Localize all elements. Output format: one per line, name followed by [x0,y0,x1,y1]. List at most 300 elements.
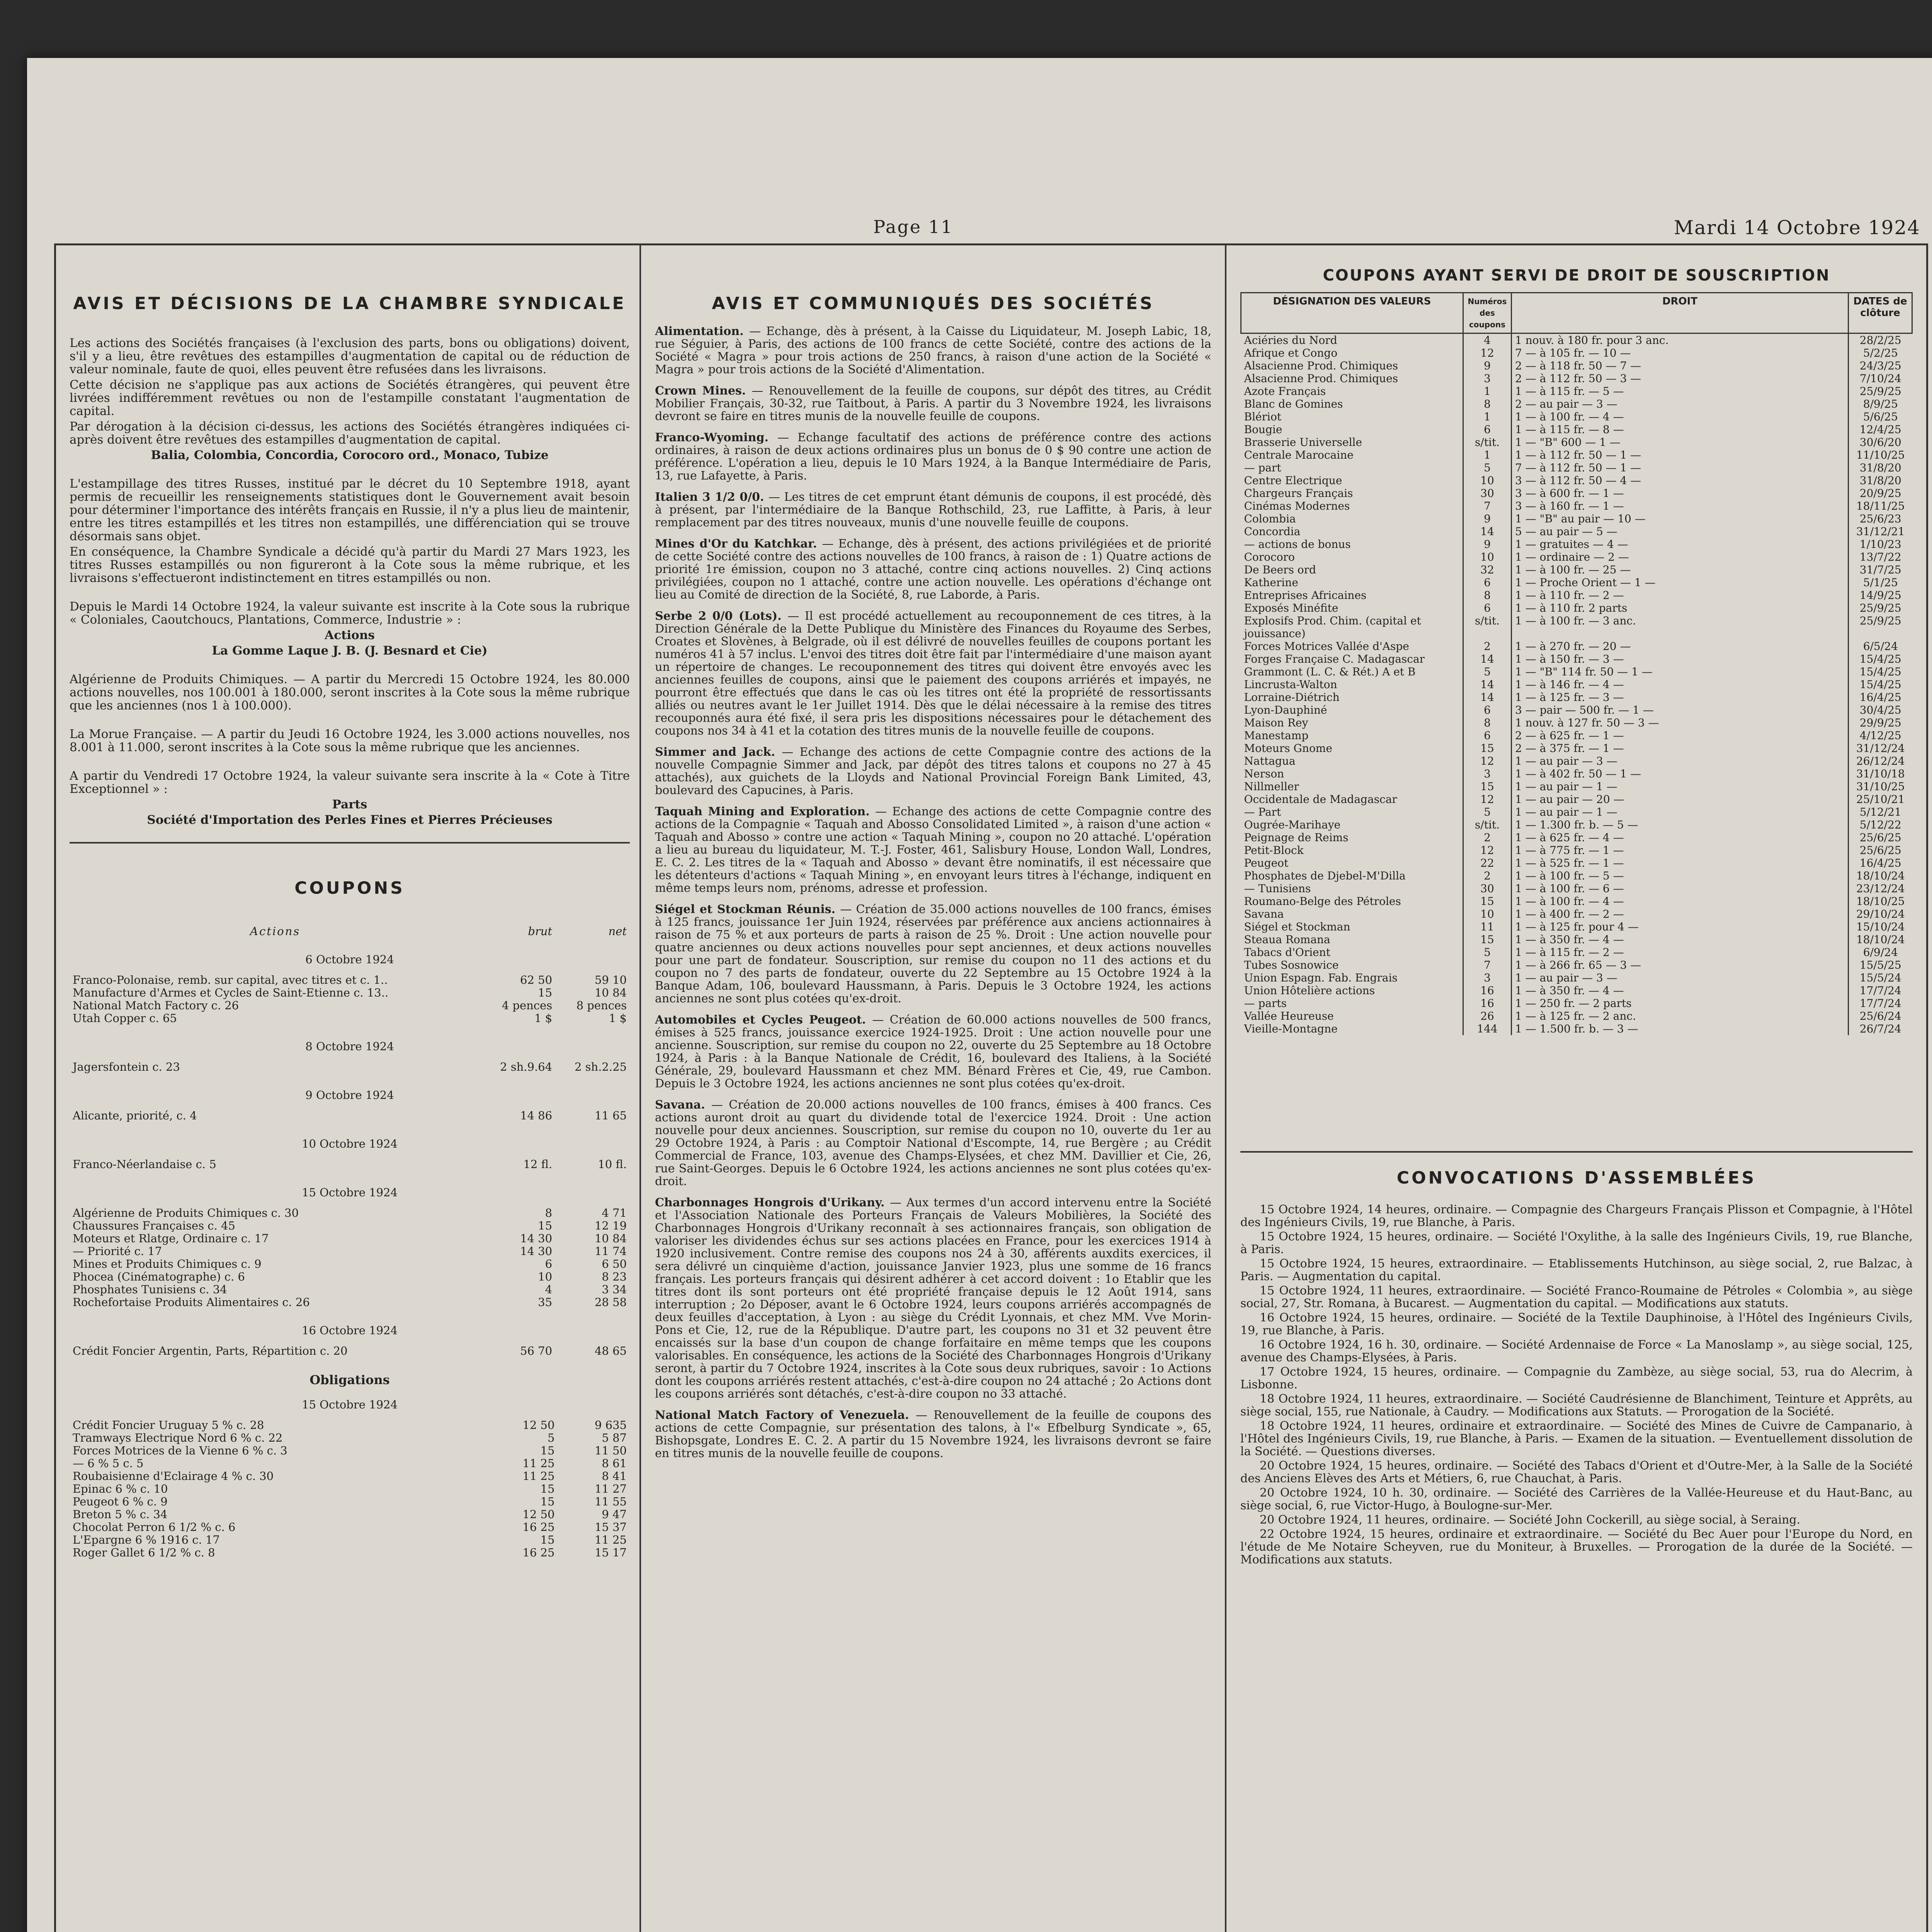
souscription-cell: 18/11/25 [1849,500,1912,512]
souscription-row [1241,908,1912,920]
coupon-oblig-row-cell: 9 635 [594,1418,627,1432]
souscription-cell: 30 [1463,487,1512,500]
souscription-cell: 1 [1463,449,1512,461]
souscription-cell: Siégel et Stockman [1244,920,1350,933]
souscription-cell: 3 — à 112 fr. 50 — 4 — [1512,474,1849,487]
souscription-cell: Vieille-Montagne [1244,1022,1338,1035]
souscription-cell: 6 [1463,423,1512,436]
souscription-cell: 1 — à 100 fr. — 3 anc. [1512,614,1849,640]
coupon-row [70,999,630,1012]
coupon-oblig-row-cell: 15 [540,1482,555,1495]
souscription-row [1241,347,1912,359]
souscription-cell: 12 [1463,793,1512,806]
souscription-cell: 1 — à 100 fr. — 4 — [1512,410,1849,423]
souscription-cell: Peugeot [1244,857,1289,869]
avis-societe-heading: Charbonnages Hongrois d'Urikany. [655,1196,890,1209]
souscription-cell: 31/10/18 [1849,767,1912,780]
souscription-cell: 1 — à 115 fr. — 2 — [1512,946,1849,959]
coupon-row-cell: 14 30 [520,1232,553,1245]
avis-chambre-paragraph: Depuis le Mardi 14 Octobre 1924, la valeur suivante est inscrite à la Cote sous la rubrique « Coloniales, Caoutchoucs, Plantations, Commerce, Industrie » : [70,600,630,627]
convocation-item: 22 Octobre 1924, 15 heures, ordinaire et extraordinaire. — Société du Bec Auer pour l'Europe du Nord, en l'étude de Me Notaire Scheyven, rue du Moniteur, à Bruxelles. — Prorogation de la durée de la Société. — Modifications aux statuts. [1240,1527,1913,1566]
souscription-cell: 13/7/22 [1849,551,1912,563]
souscription-cell: s/tit. [1463,436,1512,449]
souscription-cell: 10 [1463,474,1512,487]
souscription-cell: 25/6/23 [1849,512,1912,525]
coupons-date: 9 Octobre 1924 [305,1088,394,1102]
convocation-item: 18 Octobre 1924, 11 heures, ordinaire et extraordinaire. — Société des Mines de Cuivre de Campanario, à l'Hôtel des Ingénieurs Civils, 19, rue Blanche, à Paris. — Examen de la situation. — Eventuellement dissolution de la Société. — Questions diverses. [1240,1419,1913,1458]
souscription-cell: 3 — à 600 fr. — 1 — [1512,487,1849,500]
souscription-cell: 1 — à 125 fr. — 3 — [1512,691,1849,704]
souscription-cell: 31/8/20 [1849,474,1912,487]
souscription-row [1241,1010,1912,1022]
coupon-row-cell: — Priorité c. 17 [73,1245,162,1258]
coupon-row-cell: Crédit Foncier Argentin, Parts, Répartition c. 20 [73,1344,348,1357]
souscription-cell: 26/7/24 [1849,1022,1912,1035]
souscription-cell: 3 — pair — 500 fr. — 1 — [1512,704,1849,716]
avis-chambre-paragraph: L'estampillage des titres Russes, institué par le décret du 10 Septembre 1918, ayant permis de recueillir les renseignements statistiques dont le Gouvernement avait besoin pour déterminer l'importance des intérêts français en Russie, il n'y a plus lieu de maintenir, entre les titres estampillés et les titres non estampillés, une différenciation qui se trouve désormais sans objet. [70,477,630,543]
souscription-cell: Azote Français [1244,385,1326,398]
coupon-oblig-row-cell: — 6 % 5 c. 5 [73,1457,144,1470]
souscription-cell: 9 [1463,359,1512,372]
souscription-row [1241,997,1912,1010]
coupon-row-cell: 15 [538,986,553,999]
souscription-cell: 1 — à 115 fr. — 5 — [1512,385,1849,398]
souscription-cell: 9 [1463,512,1512,525]
convocation-item: 15 Octobre 1924, 11 heures, extraordinaire. — Société Franco-Roumaine de Pétroles « Colombia », au siège social, 27, Str. Romana, à Bucarest. — Augmentation du capital. — Modifications aux statuts. [1240,1284,1913,1310]
souscription-cell: 3 — à 160 fr. — 1 — [1512,500,1849,512]
souscription-cell: 5/6/25 [1849,410,1912,423]
coupon-row-cell: 4 71 [602,1206,627,1219]
avis-societe-item: National Match Factory of Venezuela. — Renouvellement de la feuille de coupons des actions de cette Compagnie, sur présentation des talons, à l'« Efbelburg Syndicate », 65, Bishopsgate, Londres E. C. 2. A partir du 15 Novembre 1924, les livraisons devront se faire en titres munis de la nouvelle feuille de coupons. [655,1408,1211,1460]
souscription-cell: 2 — à 112 fr. 50 — 3 — [1512,372,1849,385]
souscription-cell: Lorraine-Diétrich [1244,691,1340,704]
souscription-cell: 23/12/24 [1849,882,1912,895]
coupon-oblig-row-cell: 5 [547,1431,555,1444]
souscription-row [1241,359,1912,372]
coupon-oblig-row-cell: 11 50 [594,1444,627,1457]
coupon-row [70,1207,630,1219]
avis-societe-heading: Italien 3 1/2 0/0. [655,490,769,504]
souscription-cell: 16/4/25 [1849,857,1912,869]
souscription-cell: 1 [1463,385,1512,398]
souscription-row [1241,678,1912,691]
coupon-oblig-row-cell: Forces Motrices de la Vienne 6 % c. 3 [73,1444,287,1457]
souscription-row [1241,946,1912,959]
coupon-oblig-row-cell: Tramways Electrique Nord 6 % c. 22 [73,1431,283,1444]
avis-societe-item: Serbe 2 0/0 (Lots). — Il est procédé actuellement au recouponnement de ces titres, à la Direction Générale de la Dette Publique du Ministère des Finances du Royaume des Serbes, Croates et Slovènes, à Belgrade, où il est délivré de nouvelles feuilles de coupons portant les numéros 41 à 57 inclus. L'envoi des titres doit être fait par l'intermédiaire d'une maison ayant un répertoire de changes. Le recouponnement des titres qui doivent être envoyés avec les anciennes feuilles de coupons, ainsi que le paiement des coupons arriérés et impayés, ne pourront être effectués que dans le cas où les titres ont été la propriété de ressortissants alliés ou neutres avant le 1er Juillet 1914. Dès que le délai nécessaire à la remise des titres recouponnés aura été fixé, il sera pris les dispositions nécessaires pour le détachement des coupons nos 34 à 41 et la cotation des titres munis de la nouvelle feuille de coupons. [655,609,1211,738]
souscription-cell: 1 — 1.500 fr. b. — 3 — [1512,1022,1849,1035]
souscription-cell: 17/7/24 [1849,997,1912,1010]
souscription-cell: 1 — "B" 600 — 1 — [1512,436,1849,449]
souscription-cell: 31/7/25 [1849,563,1912,576]
coupon-row-cell: 2 sh.2.25 [574,1060,627,1073]
convocation-item: 15 Octobre 1924, 15 heures, ordinaire. — Société l'Oxylithe, à la salle des Ingénieurs Civils, 19, rue Blanche, à Paris. [1240,1230,1913,1256]
souscription-cell: 8 [1463,589,1512,602]
coupon-oblig-row [70,1483,630,1495]
coupon-row-cell: Rochefortaise Produits Alimentaires c. 26 [73,1296,310,1309]
souscription-col-designation: DÉSIGNATION DES VALEURS [1241,293,1463,333]
avis-chambre-paragraph: Par dérogation à la décision ci-dessus, les actions des Sociétés étrangères indiquées ci-après doivent être revêtues des estampilles d'augmentation de capital. [70,420,630,447]
souscription-cell: 6 [1463,602,1512,614]
souscription-cell: 1 — à 115 fr. — 8 — [1512,423,1849,436]
souscription-cell: 1 — à 270 fr. — 20 — [1512,640,1849,653]
avis-societe-item: Alimentation. — Echange, dès à présent, à la Caisse du Liquidateur, M. Joseph Labic, 18, rue Séguier, à Paris, des actions de 100 francs de cette Société, contre des actions de la Société « Magra » pour trois actions de 250 francs, à raison d'une action de la Société « Magra » pour trois actions de la Société d'Alimentation. [655,325,1211,376]
avis-chambre-paragraph: La Gomme Laque J. B. (J. Besnard et Cie) [212,644,488,658]
souscription-cell: 18/10/24 [1849,933,1912,946]
souscription-cell: 14 [1463,653,1512,665]
souscription-cell: Tabacs d'Orient [1244,946,1331,959]
avis-chambre-body [70,337,630,827]
divider [1240,1151,1913,1153]
souscription-col-droit: DROIT [1512,293,1849,333]
coupon-row-cell: 6 50 [602,1257,627,1270]
avis-societe-item: Automobiles et Cycles Peugeot. — Création de 60.000 actions nouvelles de 500 francs, émises à 525 francs, jouissance exercice 1924-1925. Droit : Une action nouvelle pour une ancienne. Souscription, sur remise du coupon no 22, ouverte du 25 Septembre au 18 Octobre 1924, à Paris : à la Banque Nationale de Crédit, 16, boulevard des Italiens, à la Société Générale, 29, boulevard Haussmann et chez MM. Bénard Frères et Cie, 49, rue Cambon. Depuis le 3 Octobre 1924, les actions anciennes ne sont plus cotées qu'ex-droit. [655,1013,1211,1090]
souscription-cell: 7/10/24 [1849,372,1912,385]
souscription-cell: 2 — à 118 fr. 50 — 7 — [1512,359,1849,372]
souscription-cell: 14 [1463,678,1512,691]
souscription-cell: 1 — à 146 fr. — 4 — [1512,678,1849,691]
coupon-oblig-row [70,1508,630,1521]
souscription-cell: 31/8/20 [1849,461,1912,474]
page-date: Mardi 14 Octobre 1924 [1673,216,1920,239]
coupon-oblig-row-cell: 11 25 [594,1533,627,1546]
convocation-item: 20 Octobre 1924, 10 h. 30, ordinaire. — Société des Carrières de la Vallée-Heureuse et du Haut-Banc, au siège social, 6, rue Victor-Hugo, à Boulogne-sur-Mer. [1240,1486,1913,1512]
avis-societes-body [655,325,1211,1460]
souscription-cell: 1 — à 125 fr. pour 4 — [1512,920,1849,933]
coupon-row-cell: Manufacture d'Armes et Cycles de Saint-Etienne c. 13.. [73,986,389,999]
coupon-oblig-row-cell: 15 17 [594,1546,627,1559]
avis-chambre-paragraph: Balia, Colombia, Concordia, Corocoro ord., Monaco, Tubize [151,448,549,462]
souscription-cell: Explosifs Prod. Chim. (capital et jouissance) [1244,614,1421,640]
souscription-cell: 5 [1463,806,1512,818]
souscription-cell: Peignage de Reims [1244,831,1349,844]
avis-chambre-paragraph: A partir du Vendredi 17 Octobre 1924, la valeur suivante sera inscrite à la « Cote à Titre Exceptionnel » : [70,769,630,796]
souscription-cell: 1 — 250 fr. — 2 parts [1512,997,1849,1010]
column-avis-chambre [70,259,630,1932]
souscription-cell: 1 — Proche Orient — 1 — [1512,576,1849,589]
souscription-cell: 26/12/24 [1849,755,1912,767]
souscription-cell: 16 [1463,984,1512,997]
avis-societe-heading: Serbe 2 0/0 (Lots). [655,609,788,623]
coupons-date-row [70,1122,630,1158]
souscription-cell: Nattagua [1244,755,1296,767]
souscription-row [1241,372,1912,385]
coupon-row [70,1345,630,1357]
souscription-cell: Bougie [1244,423,1282,436]
convocation-item: 16 Octobre 1924, 16 h. 30, ordinaire. — Société Ardennaise de Force « La Manoslamp », au siège social, 125, avenue des Champs-Elysées, à Paris. [1240,1338,1913,1364]
souscription-cell: 10 [1463,908,1512,920]
souscription-cell: 31/10/25 [1849,780,1912,793]
coupon-oblig-row [70,1495,630,1508]
coupon-row-cell: Mines et Produits Chimiques c. 9 [73,1257,262,1270]
avis-societe-heading: Franco-Wyoming. [655,431,777,444]
souscription-row [1241,920,1912,933]
souscription-cell: 1 — à 100 fr. — 4 — [1512,895,1849,908]
coupon-row-cell: 48 65 [594,1344,627,1357]
avis-societe-item: Mines d'Or du Katchkar. — Echange, dès à présent, des actions privilégiées et de priorité de cette Société contre des actions nouvelles de 100 francs, à raison de : 1) Quatre actions de priorité 1re émission, coupon no 3 attaché, contre cinq actions nouvelles. 2) Cinq actions privilégiées, coupon no 1 attaché, contre une action nouvelle. Les opérations d'échange ont lieu au Comité de direction de la Société, 8, rue Laborde, à Paris. [655,537,1211,602]
coupon-row-cell: Utah Copper c. 65 [73,1012,177,1025]
souscription-cell: 6/9/24 [1849,946,1912,959]
souscription-cell: Tubes Sosnowice [1244,959,1339,971]
souscription-row [1241,767,1912,780]
souscription-col-numeros: Numéros des coupons [1463,293,1512,333]
avis-societe-item: Taquah Mining and Exploration. — Echange des actions de cette Compagnie contre des actions de la Compagnie « Taquah and Abosso Consolidated Limited », à raison d'une action « Taquah and Abosso » contre une action « Taquah Mining », coupon no 20 attaché. L'opération a lieu au bureau du liquidateur, M. T.-J. Foster, 461, Salisbury House, London Wall, Londres, E. C. 2. Les titres de la « Taquah and Abosso » devant être nominatifs, il est nécessaire que les détenteurs d'actions « Taquah Mining », en envoyant leurs titres à l'échange, indiquent en même temps leurs nom, prénoms, adresse et profession. [655,805,1211,895]
coupon-oblig-row [70,1534,630,1546]
souscription-cell: 17/7/24 [1849,984,1912,997]
souscription-cell: 3 [1463,372,1512,385]
souscription-cell: Alsacienne Prod. Chimiques [1244,372,1398,385]
divider [70,842,630,844]
souscription-cell: 4/12/25 [1849,729,1912,742]
souscription-cell: 1 — à 266 fr. 65 — 3 — [1512,959,1849,971]
coupons-date-row [70,938,630,974]
souscription-cell: 25/10/21 [1849,793,1912,806]
souscription-row [1241,538,1912,551]
souscription-cell: 28/2/25 [1849,333,1912,347]
souscription-row [1241,602,1912,614]
souscription-row [1241,755,1912,767]
coupon-oblig-row-cell: 15 [540,1533,555,1546]
souscription-row [1241,589,1912,602]
souscription-cell: Lyon-Dauphiné [1244,704,1327,716]
coupon-row-cell: 10 84 [594,986,627,999]
avis-societe-heading: Mines d'Or du Katchkar. [655,537,822,551]
convocations-body [1240,1203,1913,1566]
column-souscription [1240,251,1913,1932]
avis-societe-heading: Siégel et Stockman Réunis. [655,903,840,916]
souscription-cell: Chargeurs Français [1244,487,1353,500]
souscription-cell: 4 [1463,333,1512,347]
coupon-oblig-row-cell: 8 61 [602,1457,627,1470]
coupon-row-cell: 12 19 [594,1219,627,1232]
coupon-row-cell: Algérienne de Produits Chimiques c. 30 [73,1206,299,1219]
souscription-cell: 1 — "B" 114 fr. 50 — 1 — [1512,665,1849,678]
avis-societe-heading: Simmer and Jack. [655,745,782,759]
souscription-cell: 3 [1463,767,1512,780]
coupon-row [70,1283,630,1296]
avis-chambre-title: AVIS ET DÉCISIONS DE LA CHAMBRE SYNDICALE [73,294,626,313]
souscription-cell: Blériot [1244,410,1282,423]
souscription-cell: Katherine [1244,576,1298,589]
souscription-cell: 14 [1463,525,1512,538]
coupon-oblig-row [70,1470,630,1483]
souscription-row [1241,449,1912,461]
souscription-cell: 10 [1463,551,1512,563]
souscription-cell: Forces Motrices Vallée d'Aspe [1244,640,1409,653]
souscription-row [1241,971,1912,984]
souscription-cell: 6 [1463,576,1512,589]
coupons-date-row [70,1073,630,1109]
souscription-cell: 11 [1463,920,1512,933]
souscription-table [1240,292,1913,1035]
avis-chambre-paragraph: Algérienne de Produits Chimiques. — A partir du Mercredi 15 Octobre 1924, les 80.000 actions nouvelles, nos 100.001 à 180.000, seront inscrites à la Cote sous la même rubrique que les anciennes (nos 1 à 100.000). [70,672,630,713]
coupon-oblig-row [70,1457,630,1470]
convocation-item: 16 Octobre 1924, 15 heures, ordinaire. — Société de la Textile Dauphinoise, à l'Hôtel des Ingénieurs Civils, 19, rue Blanche, à Paris. [1240,1311,1913,1337]
coupon-oblig-row-cell: 11 55 [594,1495,627,1508]
coupons-col-brut: brut [528,925,553,938]
souscription-cell: Ougrée-Marihaye [1244,818,1341,831]
souscription-cell: Concordia [1244,525,1301,538]
coupon-oblig-row-cell: 9 47 [602,1508,627,1521]
souscription-cell: Colombia [1244,512,1296,525]
souscription-cell: 1 — à 112 fr. 50 — 1 — [1512,449,1849,461]
souscription-cell: 15/10/24 [1849,920,1912,933]
souscription-cell: 31/12/21 [1849,525,1912,538]
souscription-cell: 1 — à 100 fr. — 6 — [1512,882,1849,895]
souscription-cell: 1 — à 125 fr. — 2 anc. [1512,1010,1849,1022]
souscription-cell: 29/9/25 [1849,716,1912,729]
coupon-row-cell: Franco-Polonaise, remb. sur capital, avec titres et c. 1.. [73,973,388,986]
coupons-oblig-date: 15 Octobre 1924 [302,1398,398,1411]
souscription-col-dates: DATES de clôture [1849,293,1912,333]
souscription-cell: 2 — au pair — 3 — [1512,398,1849,410]
column-avis-societes [655,259,1211,1932]
souscription-cell: 7 — à 112 fr. 50 — 1 — [1512,461,1849,474]
souscription-cell: 7 — à 105 fr. — 10 — [1512,347,1849,359]
souscription-cell: 15 [1463,742,1512,755]
coupon-row-cell: 1 $ [609,1012,627,1025]
souscription-cell: 7 [1463,500,1512,512]
souscription-cell: Cinémas Modernes [1244,500,1350,512]
souscription-row [1241,563,1912,576]
souscription-cell: 1 — au pair — 1 — [1512,806,1849,818]
convocation-item: 18 Octobre 1924, 11 heures, extraordinaire. — Société Caudrésienne de Blanchiment, Teinture et Apprêts, au siège social, 155, rue Nationale, à Caudry. — Modifications aux Statuts. — Prorogation de la Société. [1240,1392,1913,1418]
coupons-date: 10 Octobre 1924 [302,1137,398,1150]
souscription-cell: 1 — à 402 fr. 50 — 1 — [1512,767,1849,780]
upper-rule-2 [1225,245,1226,1932]
souscription-cell: 2 [1463,831,1512,844]
coupons-date-row [70,1171,630,1207]
coupon-row-cell: 3 34 [602,1283,627,1296]
souscription-cell: 15/4/25 [1849,665,1912,678]
souscription-cell: 1 — à 150 fr. — 3 — [1512,653,1849,665]
souscription-cell: 15/5/24 [1849,971,1912,984]
coupon-row [70,1296,630,1309]
souscription-cell: De Beers ord [1244,563,1316,576]
souscription-cell: 2 [1463,640,1512,653]
coupon-oblig-row-cell: Crédit Foncier Uruguay 5 % c. 28 [73,1418,264,1432]
souscription-cell: 1/10/23 [1849,538,1912,551]
souscription-cell: 16 [1463,997,1512,1010]
souscription-cell: 12 [1463,347,1512,359]
coupon-row [70,1245,630,1258]
souscription-cell: 1 — gratuites — 4 — [1512,538,1849,551]
souscription-cell: 14 [1463,691,1512,704]
avis-societe-item: Franco-Wyoming. — Echange facultatif des actions de préférence contre des actions ordinaires, à raison de deux actions ordinaires plus un bonus de 0 $ 90 contre une action de préférence. L'opération a lieu, depuis le 10 Mars 1924, à la Banque Intermédiaire de Paris, 13, rue Lafayette, à Paris. [655,431,1211,483]
souscription-cell: Corocoro [1244,551,1295,563]
coupons-title: COUPONS [294,878,405,898]
coupons-date: 15 Octobre 1924 [302,1186,398,1199]
souscription-cell: 1 — 1.300 fr. b. — 5 — [1512,818,1849,831]
souscription-cell: Vallée Heureuse [1244,1010,1334,1022]
souscription-cell: 3 [1463,971,1512,984]
souscription-cell: 1 — à 400 fr. — 2 — [1512,908,1849,920]
souscription-cell: 5 [1463,946,1512,959]
souscription-cell: 1 [1463,410,1512,423]
coupon-oblig-row-cell: 8 41 [602,1469,627,1483]
souscription-row [1241,742,1912,755]
coupon-row [70,1258,630,1270]
coupon-row-cell: 62 50 [520,973,553,986]
coupons-date: 16 Octobre 1924 [302,1324,398,1337]
souscription-cell: 12 [1463,755,1512,767]
convocation-item: 15 Octobre 1924, 14 heures, ordinaire. — Compagnie des Chargeurs Français Plisson et Compagnie, à l'Hôtel des Ingénieurs Civils, 19, rue Blanche, à Paris. [1240,1203,1913,1229]
souscription-cell: 6/5/24 [1849,640,1912,653]
avis-chambre-paragraph: En conséquence, la Chambre Syndicale a décidé qu'à partir du Mardi 27 Mars 1923, les titres Russes estampillés ou non figureront à la Cote sous la même rubrique, et les livraisons s'effectueront indistinctement en titres estampillés ou non. [70,545,630,585]
souscription-row [1241,729,1912,742]
avis-societe-heading: Alimentation. [655,325,750,338]
coupon-row-cell: 35 [538,1296,553,1309]
coupon-oblig-row-cell: Roger Gallet 6 1/2 % c. 8 [73,1546,215,1559]
coupons-date-row [70,1025,630,1061]
souscription-cell: 6 [1463,729,1512,742]
coupons-oblig-title: Obligations [310,1372,390,1387]
coupon-oblig-row-cell: 12 50 [522,1508,555,1521]
avis-societe-heading: Automobiles et Cycles Peugeot. [655,1013,872,1027]
souscription-cell: 8 [1463,398,1512,410]
coupon-oblig-row [70,1419,630,1432]
coupon-row-cell: 28 58 [594,1296,627,1309]
avis-societe-heading: National Match Factory of Venezuela. [655,1408,916,1422]
souscription-cell: Brasserie Universelle [1244,436,1362,449]
souscription-row [1241,984,1912,997]
souscription-row [1241,423,1912,436]
souscription-cell: 15 [1463,780,1512,793]
souscription-row [1241,410,1912,423]
souscription-cell: Union Espagn. Fab. Engrais [1244,971,1398,984]
coupon-oblig-row [70,1546,630,1559]
souscription-cell: 15 [1463,933,1512,946]
souscription-row [1241,551,1912,563]
coupon-row-cell: 12 fl. [523,1158,553,1171]
souscription-cell: 1 — à 110 fr. — 2 — [1512,589,1849,602]
souscription-cell: 1 — à 350 fr. — 4 — [1512,933,1849,946]
souscription-cell: 5 — au pair — 5 — [1512,525,1849,538]
souscription-cell: 7 [1463,959,1512,971]
souscription-cell: — Tunisiens [1244,882,1311,895]
coupons-table [70,925,630,1357]
souscription-row [1241,512,1912,525]
souscription-cell: 25/6/24 [1849,1010,1912,1022]
coupon-row-cell: 2 sh.9.64 [500,1060,553,1073]
souscription-cell: 5/1/25 [1849,576,1912,589]
souscription-cell: Manestamp [1244,729,1309,742]
souscription-cell: Petit-Block [1244,844,1304,857]
coupon-row-cell: Phosphates Tunisiens c. 34 [73,1283,227,1296]
coupon-oblig-row-cell: Chocolat Perron 6 1/2 % c. 6 [73,1520,236,1534]
souscription-cell: Blanc de Gomines [1244,398,1343,410]
souscription-cell: — Part [1244,806,1281,818]
souscription-cell: Entreprises Africaines [1244,589,1367,602]
souscription-cell: 30/4/25 [1849,704,1912,716]
souscription-cell: Roumano-Belge des Pétroles [1244,895,1401,908]
souscription-row [1241,500,1912,512]
coupons-date-row [70,1309,630,1345]
souscription-row [1241,959,1912,971]
souscription-cell: Steaua Romana [1244,933,1330,946]
newspaper-page [27,58,1932,1932]
souscription-row [1241,704,1912,716]
souscription-cell: 144 [1463,1022,1512,1035]
convocation-item: 15 Octobre 1924, 15 heures, extraordinaire. — Etablissements Hutchinson, au siège social, 2, rue Balzac, à Paris. — Augmentation du capital. [1240,1257,1913,1283]
coupon-row-cell: 1 $ [534,1012,553,1025]
coupons-date: 6 Octobre 1924 [305,953,394,966]
souscription-cell: 16/4/25 [1849,691,1912,704]
souscription-row [1241,882,1912,895]
souscription-cell: 9 [1463,538,1512,551]
souscription-row [1241,487,1912,500]
souscription-cell: — parts [1244,997,1287,1010]
